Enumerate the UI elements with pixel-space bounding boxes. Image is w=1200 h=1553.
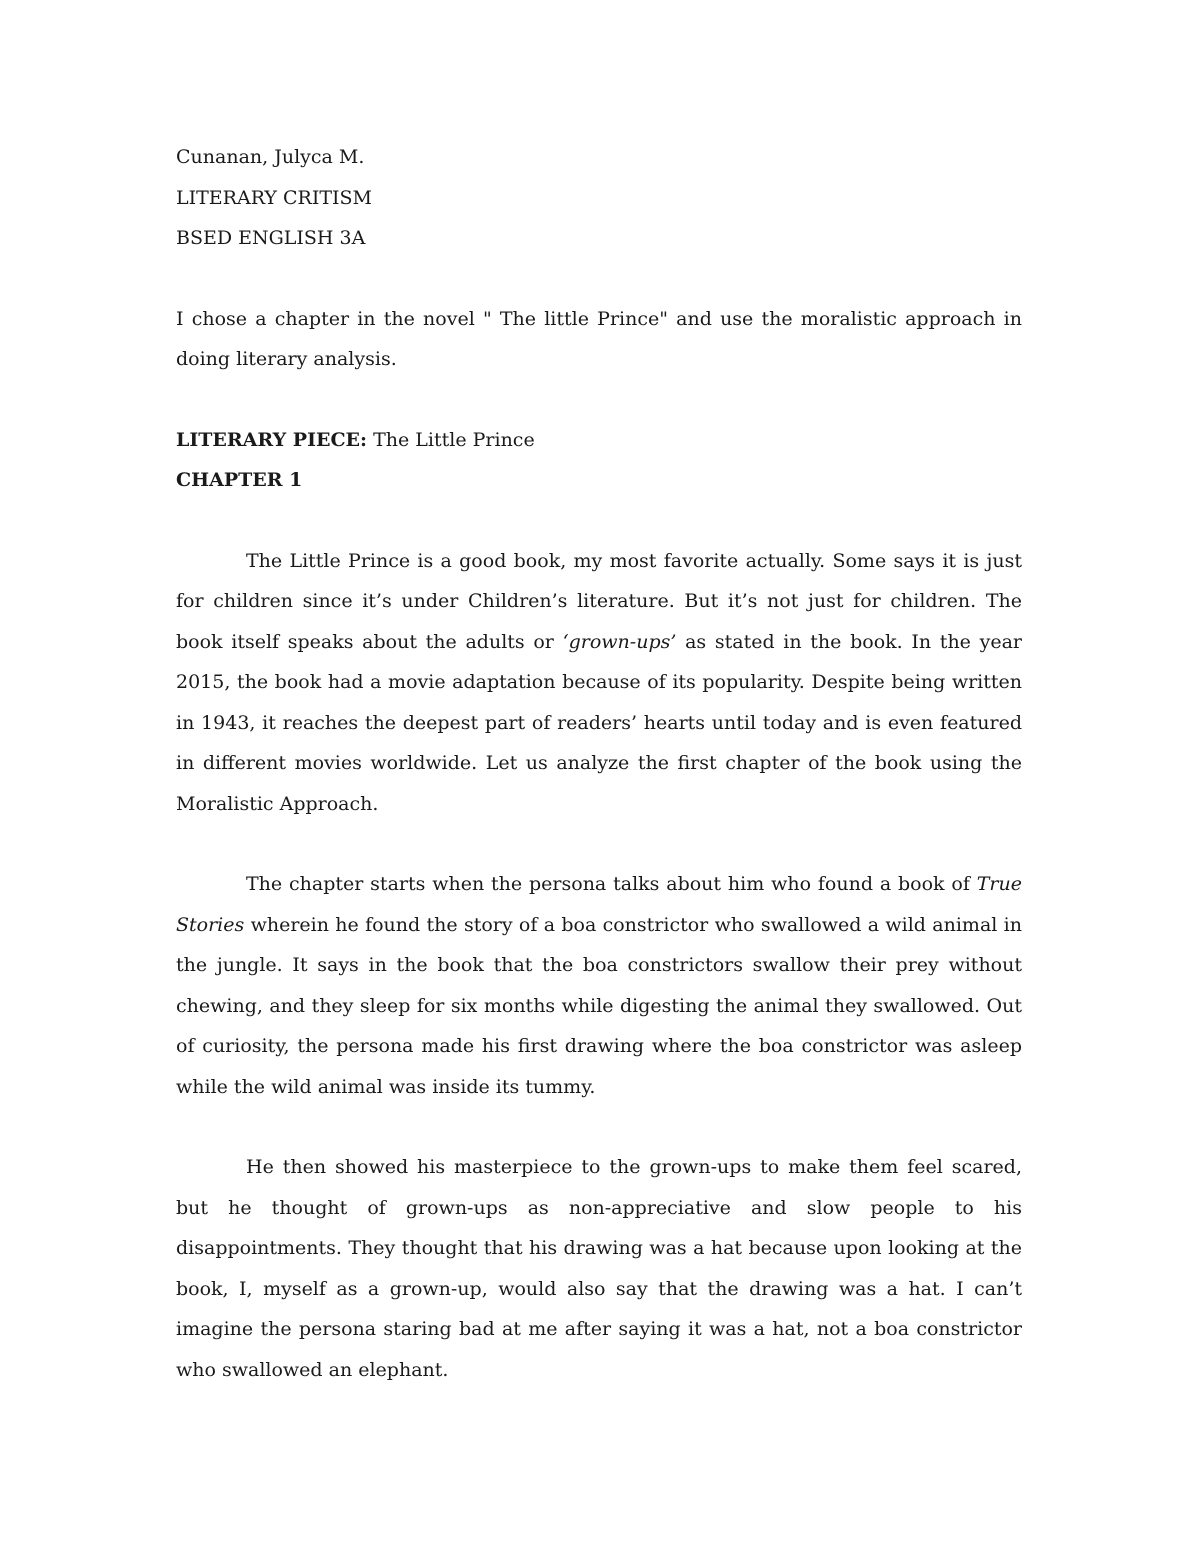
chapter-heading: CHAPTER 1: [176, 469, 303, 491]
paragraph-3: He then showed his masterpiece to the grown-ups to make them feel scared, but he thought of grown-ups as non-appreciative and slow people to his disappointments. They thought that his drawing was a hat because upon looking at the book, I, myself as a grown-up, would also say that the drawing was a hat. I can’t imagine the persona staring bad at me after saying it was a hat, not a boa constrictor who swallowed an elephant.: [176, 1156, 1022, 1381]
spacer: [176, 259, 1022, 299]
paragraph-1-emphasis: ‘grown-ups’: [562, 630, 677, 653]
paragraph-1: [176, 541, 1022, 825]
spacer: [176, 380, 1022, 420]
paragraph-2-text-a: The chapter starts when the persona talks about him who found a book of: [246, 873, 977, 895]
literary-piece-title: The Little Prince: [367, 428, 535, 451]
paragraph-1-text-a: The Little Prince is a good book, my most favorite actually. Some says it is just for children since it’s under Children’s literature. But it’s not just for children. The book itself speaks about the adults or: [176, 549, 1022, 653]
paragraph-2-text-b: wherein he found the story of a boa constrictor who swallowed a wild animal in the jungle. It says in the book that the boa constrictors swallow their prey without chewing, and they sleep for six months while digesting the animal they swallowed. Out of curiosity, the persona made his first drawing where the boa constrictor was asleep while the wild animal was inside its tummy.: [176, 913, 1022, 1098]
spacer: [176, 501, 1022, 541]
intro-paragraph: I chose a chapter in the novel " The little Prince" and use the moralistic approach in doing literary analysis.: [176, 307, 1022, 370]
literary-piece-label: LITERARY PIECE:: [176, 428, 368, 451]
spacer: [176, 1107, 1022, 1147]
course-title: LITERARY CRITISM: [176, 186, 372, 209]
paragraph-2-emphasis: True Stories: [176, 873, 1022, 936]
author-name: Cunanan, Julyca M.: [176, 146, 365, 168]
literary-piece-line: [176, 420, 1022, 461]
section-label: BSED ENGLISH 3A: [176, 227, 366, 249]
paragraph-2: [176, 864, 1022, 1107]
spacer: [176, 824, 1022, 864]
paragraph-1-text-b: as stated in the book. In the year 2015, the book had a movie adaptation because of its popularity. Despite being written in 1943, it reaches the deepest part of readers’ hearts until today and is even featured in different movies worldwide. Let us analyze the first chapter of the book using the Moralistic Approach.: [176, 630, 1023, 815]
document-body: [176, 137, 1022, 1390]
